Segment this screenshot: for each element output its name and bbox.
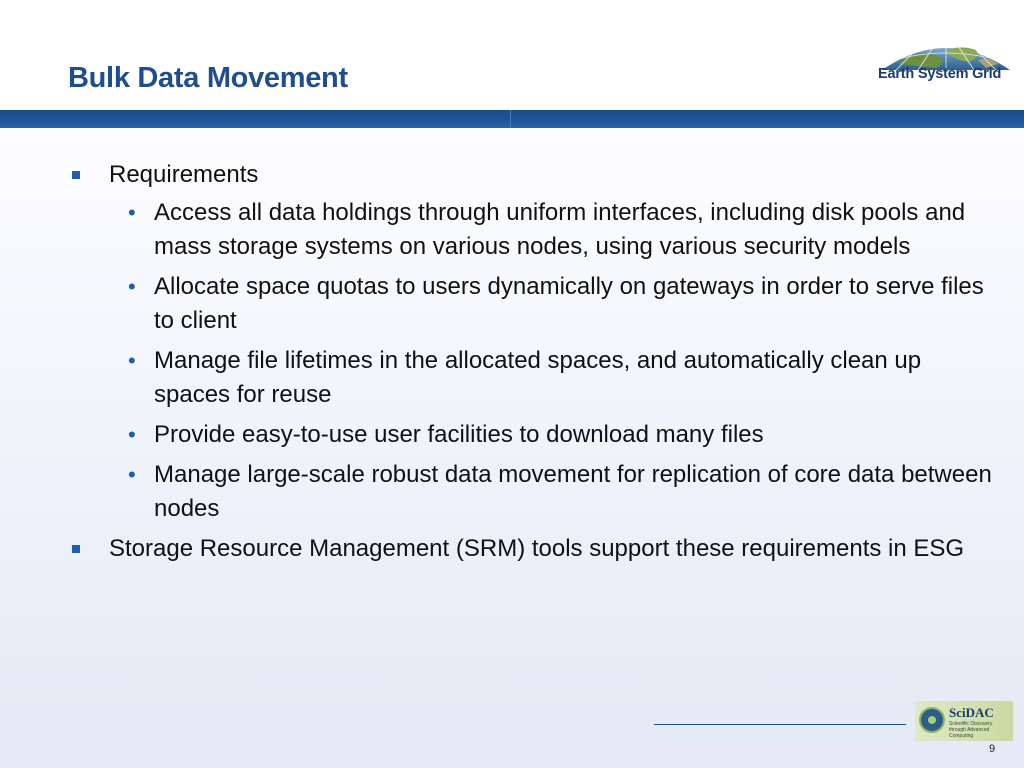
scidac-logo-subtext: Scientific Discovery through Advanced Computing [949,721,993,739]
slide-header [0,0,1024,110]
sub-bullet-text: Provide easy-to-use user facilities to download many files [154,421,764,448]
bullet-text: Storage Resource Management (SRM) tools support these requirements in ESG [109,535,965,562]
bullet-item-requirements [72,158,969,192]
footer-line [654,724,906,725]
seal-center [928,716,936,724]
slide-content [0,158,1024,570]
esg-logo-text: Earth System Grid [878,66,1002,82]
square-bullet-icon [72,545,80,553]
sub-bullet-text: Access all data holdings through uniform interfaces, including disk pools and mass storage systems on various nodes, using various security models [154,199,966,260]
page-number: 9 [989,743,996,755]
dot-bullet-icon: • [128,274,136,299]
square-bullet-icon [72,171,80,179]
scidac-logo [915,701,1013,741]
band-divider [510,110,511,128]
slide-title: Bulk Data Movement [68,62,348,94]
sub-bullet-item [128,418,994,452]
dot-bullet-icon: • [128,348,136,373]
dot-bullet-icon: • [128,422,136,447]
sub-bullet-item [128,458,994,526]
sub-bullet-text: Manage large-scale robust data movement for replication of core data between nodes [154,461,992,522]
dot-bullet-icon: • [128,462,136,487]
sub-bullet-item [128,344,994,412]
sub-bullet-item [128,196,994,264]
bullet-text: Requirements [109,161,259,188]
header-band [0,110,1024,128]
sub-bullet-item [128,270,994,338]
doe-seal-icon [919,707,945,733]
earth-system-grid-logo [868,38,1018,98]
dot-bullet-icon: • [128,200,136,225]
scidac-logo-text: SciDAC [949,705,994,720]
sub-bullet-text: Allocate space quotas to users dynamically on gateways in order to serve files to client [154,273,984,334]
sub-bullet-text: Manage file lifetimes in the allocated spaces, and automatically clean up spaces for reuse [154,347,922,408]
bullet-item-srm [72,532,969,566]
